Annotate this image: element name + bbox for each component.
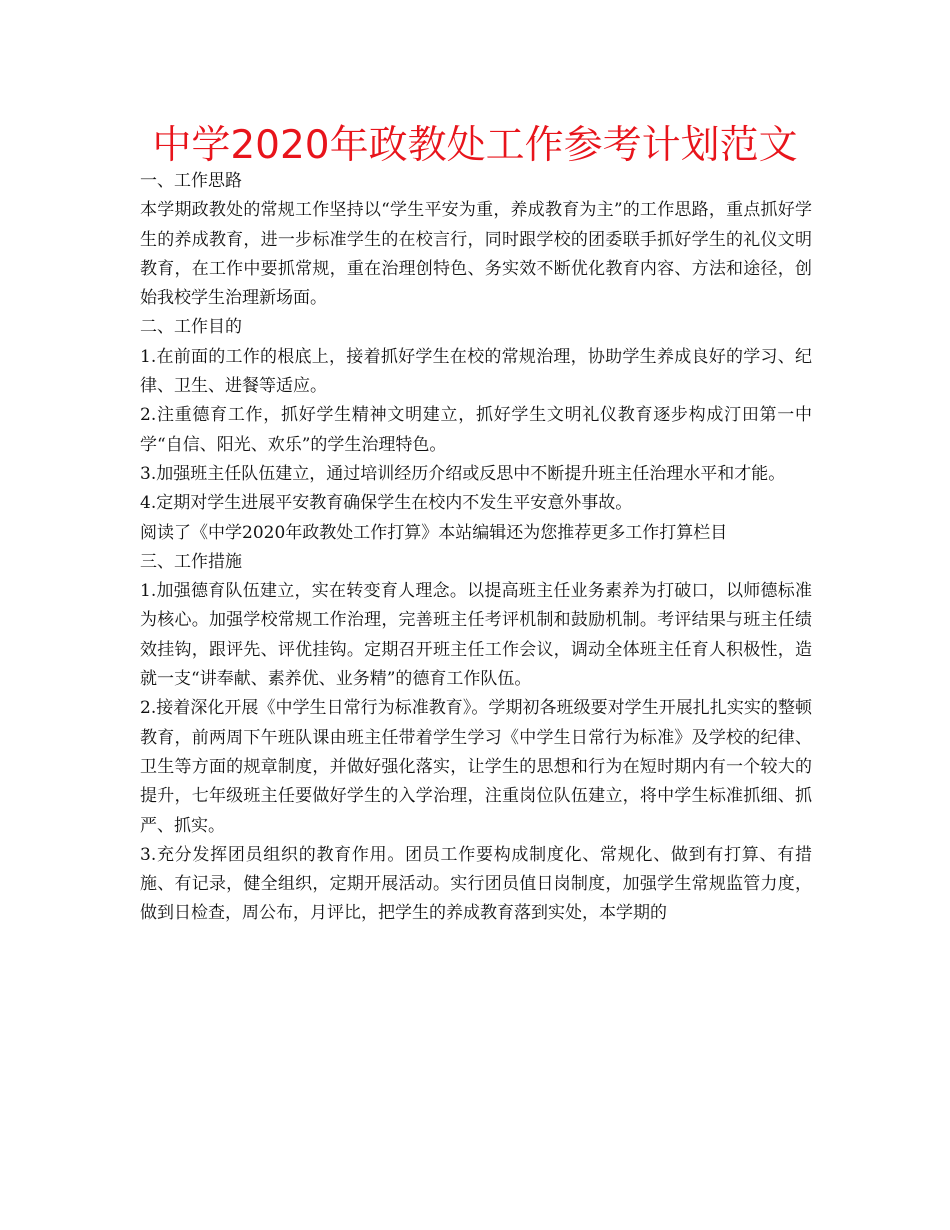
list-item: 1.加强德育队伍建立，实在转变育人理念。以提高班主任业务素养为打破口，以师德标准为核心。加强学校常规工作治理，完善班主任考评机制和鼓励机制。考评结果与班主任绩效挂钩，跟评先、评优挂钩。定期召开班主任工作会议，调动全体班主任育人积极性，造就一支“讲奉献、素养优、业务精”的德育工作队伍。	[140, 581, 812, 690]
list-item: 1.在前面的工作的根底上，接着抓好学生在校的常规治理，协助学生养成良好的学习、纪律、卫生、进餐等适应。	[140, 346, 812, 397]
list-item: 3.充分发挥团员组织的教育作用。团员工作要构成制度化、常规化、做到有打算、有措施、有记录，健全组织，定期开展活动。实行团员值日岗制度，加强学生常规监管力度，做到日检查，周公布，月评比，把学生的养成教育落到实处，本学期的	[140, 844, 812, 924]
section-heading: 一、工作思路	[140, 171, 242, 191]
list-item: 4.定期对学生进展平安教育确保学生在校内不发生平安意外事故。	[140, 493, 633, 514]
document-body	[140, 167, 812, 929]
list-item: 3.加强班主任队伍建立，通过培训经历介绍或反思中不断提升班主任治理水平和才能。	[140, 463, 786, 484]
section-heading: 三、工作措施	[140, 551, 242, 572]
list-item: 2.注重德育工作，抓好学生精神文明建立，抓好学生文明礼仪教育逐步构成汀田第一中学“自信、阳光、欢乐”的学生治理特色。	[140, 405, 812, 455]
document-title: 中学2020年政教处工作参考计划范文	[152, 123, 798, 168]
list-item: 2.接着深化开展《中学生日常行为标准教育》。学期初各班级要对学生开展扎扎实实的整顿教育，前两周下午班队课由班主任带着学生学习《中学生日常行为标准》及学校的纪律、卫生等方面的规章制度，并做好强化落实，让学生的思想和行为在短时期内有一个较大的提升，七年级班主任要做好学生的入学治理，注重岗位队伍建立，将中学生标准抓细、抓严、抓实。	[140, 698, 812, 836]
paragraph: 阅读了《中学2020年政教处工作打算》本站编辑还为您推荐更多工作打算栏目	[140, 522, 728, 543]
paragraph: 本学期政教处的常规工作坚持以“学生平安为重，养成教育为主”的工作思路，重点抓好学生的养成教育，进一步标准学生的在校言行，同时跟学校的团委联手抓好学生的礼仪文明教育，在工作中要抓常规，重在治理创特色、务实效不断优化教育内容、方法和途径，创始我校学生治理新场面。	[140, 200, 812, 309]
section-heading: 二、工作目的	[140, 317, 242, 338]
